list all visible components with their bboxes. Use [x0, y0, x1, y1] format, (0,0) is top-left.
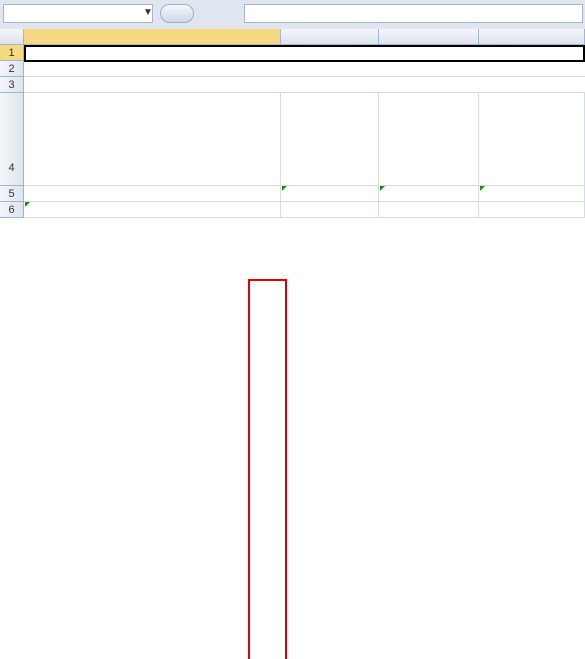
column-number-d[interactable]: [479, 202, 585, 218]
column-header-c[interactable]: [379, 29, 479, 45]
formula-input[interactable]: [244, 4, 583, 23]
formula-tools: [160, 4, 240, 23]
row-header-4[interactable]: 4: [0, 93, 24, 186]
header-accrued[interactable]: [281, 93, 379, 186]
column-header-d[interactable]: [479, 29, 585, 45]
row-header-5[interactable]: 5: [0, 186, 24, 202]
row-header-2[interactable]: 2: [0, 61, 24, 77]
select-all-corner[interactable]: [0, 29, 24, 45]
sheet-title[interactable]: [24, 45, 585, 62]
code-cell-a[interactable]: [24, 186, 281, 202]
header-refunded[interactable]: [479, 93, 585, 186]
code-cell-d[interactable]: [479, 186, 585, 202]
formula-bar: [0, 0, 585, 30]
error-indicator-icon: [282, 186, 287, 191]
column-number-b[interactable]: [281, 202, 379, 218]
spreadsheet-grid[interactable]: [0, 29, 585, 659]
column-header-a[interactable]: [24, 29, 281, 45]
row-header-6[interactable]: 6: [0, 202, 24, 218]
code-cell-c[interactable]: [379, 186, 479, 202]
row-header-3[interactable]: 3: [0, 77, 24, 93]
error-indicator-icon: [480, 186, 485, 191]
expand-button[interactable]: [160, 4, 194, 23]
name-box[interactable]: [3, 4, 153, 23]
column-number-c[interactable]: [379, 202, 479, 218]
highlight-box: [248, 279, 287, 659]
error-indicator-icon: [380, 186, 385, 191]
error-indicator-icon: [25, 202, 30, 207]
report-date[interactable]: [24, 61, 585, 77]
name-box-dropdown-icon[interactable]: ▼: [143, 7, 153, 18]
code-cell-b[interactable]: [281, 186, 379, 202]
column-number-a[interactable]: [24, 202, 281, 218]
row-header-1[interactable]: 1: [0, 45, 24, 61]
unit-label[interactable]: [24, 77, 585, 93]
header-received[interactable]: [379, 93, 479, 186]
column-header-b[interactable]: [281, 29, 379, 45]
header-number[interactable]: [24, 93, 281, 186]
